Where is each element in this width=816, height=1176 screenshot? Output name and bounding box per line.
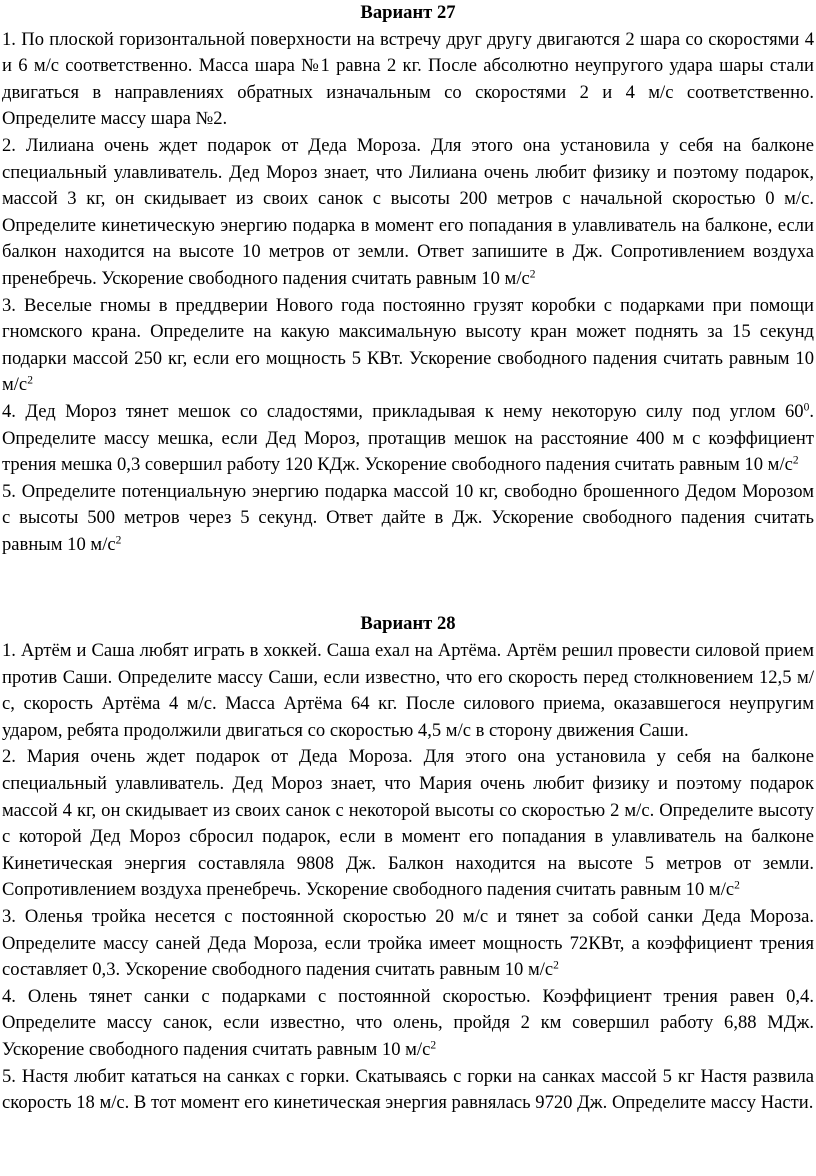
superscript: 2 [115, 534, 122, 547]
task-4 [2, 399, 814, 479]
task-text: 2. Мария очень ждет подарок от Деда Мороза. Для этого она установила у себя на балконе специальный улавливатель. Дед Мороз знает, что Мария очень любит физику и поэтому подарок массой 4 кг, он скидывает из своих санок с некоторой высоты со скоростью 2 м/с. Определите высоту с которой Дед Мороз сбросил подарок, если в момент его попадания в улавливатель на балконе Кинетическая энергия составляла 9808 Дж. Балкон находится на высоте 5 метров от земли. Сопротивлением воздуха пренебречь. Ускорение свободного падения считать равным 10 м/с [2, 746, 814, 901]
task-4 [2, 984, 814, 1064]
task-5 [2, 1064, 814, 1117]
variant-28 [2, 611, 814, 1116]
task-2 [2, 744, 814, 904]
task-3 [2, 904, 814, 984]
superscript: 2 [430, 1039, 437, 1052]
variant-27 [2, 0, 814, 558]
task-1 [2, 27, 814, 133]
task-3 [2, 293, 814, 399]
task-2 [2, 133, 814, 293]
task-text: 4. Олень тянет санки с подарками с постоянной скоростью. Коэффициент трения равен 0,4. Определите массу санок, если известно, что олень, пройдя 2 км совершил работу 6,88 МДж. Ускорение свободного падения считать равным 10 м/с [2, 985, 814, 1060]
task-text: 1. Артём и Саша любят играть в хоккей. Саша ехал на Артёма. Артём решил провести силовой прием против Саши. Определите массу Саши, если известно, что его скорость перед столкновением 12,5 м/с, скорость Артёма 4 м/с. Масса Артёма 64 кг. После силового приема, оказавшегося неупругим ударом, ребята продолжили двигаться со скоростью 4,5 м/с в сторону движения Саши. [2, 640, 814, 741]
variant-title: Вариант 27 [360, 2, 456, 23]
task-text: 3. Оленья тройка несется с постоянной скоростью 20 м/с и тянет за собой санки Деда Мороза. Определите массу саней Деда Мороза, если тройка имеет мощность 72КВт, а коэффициент трения составляет 0,3. Ускорение свободного падения считать равным 10 м/с [2, 906, 814, 981]
task-text: 3. Веселые гномы в преддверии Нового года постоянно грузят коробки с подарками при помощи гномского крана. Определите на какую максимальную высоту кран может поднять за 15 секунд подарки массой 250 кг, если его мощность 5 КВт. Ускорение свободного падения считать равным 10 м/с [2, 294, 814, 396]
superscript: 2 [529, 268, 536, 281]
task-text: 4. Дед Мороз тянет мешок со сладостями, прикладывая к нему некоторую силу под углом 60 [2, 400, 804, 422]
task-5 [2, 479, 814, 559]
task-text: . Определите массу мешка, если Дед Мороз, протащив мешок на расстояние 400 м с коэффициент трения мешка 0,3 совершил работу 120 КДж. Ускорение свободного падения считать равным 10 м/с [2, 400, 814, 476]
superscript: 2 [792, 454, 799, 467]
section-spacer [2, 558, 814, 611]
task-text: 2. Лилиана очень ждет подарок от Деда Мороза. Для этого она установила у себя на балконе специальный улавливатель. Дед Мороз знает, что Лилиана очень любит физику и поэтому подарок, массой 3 кг, он скидывает из своих санок с высоты 200 метров с начальной скоростью 0 м/с. Определите кинетическую энергию подарка в момент его попадания в улавливатель на балконе, если балкон находится на высоте 10 метров от земли. Ответ запишите в Дж. Сопротивлением воздуха пренебречь. Ускорение свободного падения считать равным 10 м/с [2, 134, 814, 289]
task-1 [2, 638, 814, 744]
superscript: 2 [734, 880, 740, 893]
task-text: 5. Настя любит кататься на санках с горки. Скатываясь с горки на санках массой 5 кг Настя развила скорость 18 м/с. В тот момент его кинетическая энергия равнялась 9720 Дж. Определите массу Насти. [2, 1065, 814, 1114]
superscript: 2 [553, 959, 559, 972]
task-text: 5. Определите потенциальную энергию подарка массой 10 кг, свободно брошенного Дедом Морозом с высоты 500 метров через 5 секунд. Ответ дайте в Дж. Ускорение свободного падения считать равным 10 м/с [2, 480, 814, 555]
superscript: 2 [27, 374, 33, 387]
variant-title: Вариант 28 [360, 613, 456, 635]
degree-superscript: 0 [803, 401, 810, 414]
task-text: 1. По плоской горизонтальной поверхности на встречу друг другу двигаются 2 шара со скоростями 4 и 6 м/с соответственно. Масса шара №1 равна 2 кг. После абсолютно неупругого удара шары стали двигаться в направлениях обратных изначальным со скоростями 2 и 4 м/с соответственно. Определите массу шара №2. [2, 28, 814, 130]
